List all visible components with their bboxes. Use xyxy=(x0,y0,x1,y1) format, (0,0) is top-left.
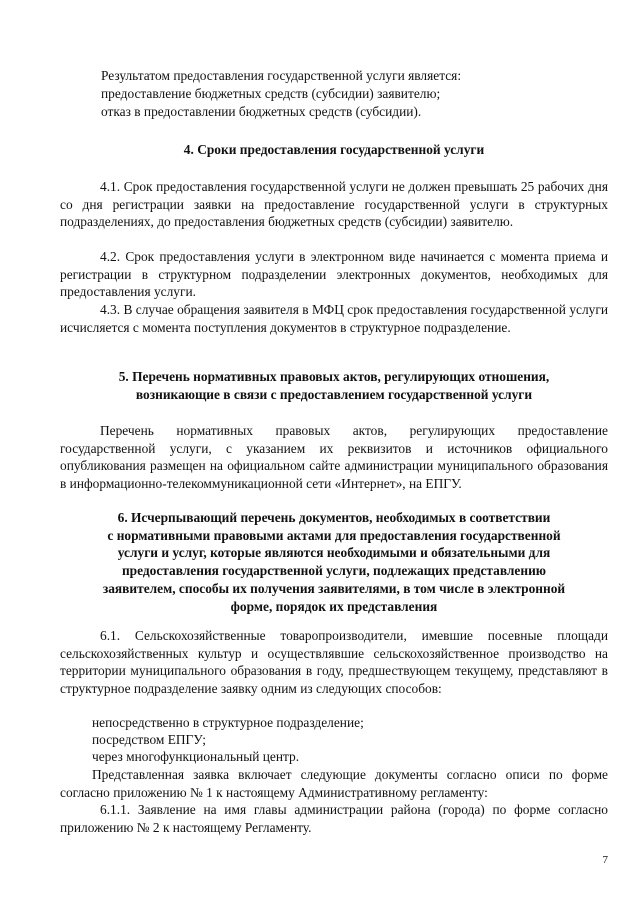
section-5-heading xyxy=(60,368,608,403)
section-4-3-paragraph: 4.3. В случае обращения заявителя в МФЦ срок предоставления государственной услуги исчисляется с момента поступления документов в структурное подразделение. xyxy=(60,302,608,335)
submission-option-direct: непосредственно в структурное подразделение; xyxy=(92,715,364,730)
section-4-2-paragraph: 4.2. Срок предоставления услуги в электронном виде начинается с момента приема и регистрации в структурном подразделении электронных документов, необходимых для предоставления услуги. xyxy=(60,249,608,300)
section-4-heading: 4. Сроки предоставления государственной услуги xyxy=(183,142,485,157)
section-5-paragraph: Перечень нормативных правовых актов, регулирующих предоставление государственной услуги, с указанием их реквизитов и источников официального опубликования размещен на официальном сайте администрации муниципального образования в информационно-телекоммуникационной сети «Интернет», на ЕПГУ. xyxy=(60,423,608,492)
result-option-refusal: отказ в предоставлении бюджетных средств (субсидии). xyxy=(101,104,422,119)
section-4-1-paragraph: 4.1. Срок предоставления государственной услуги не должен превышать 25 рабочих дня со дня регистрации заявки на предоставление государственной услуги в структурных подразделениях, до предоставления бюджетных средств (субсидии) заявителю. xyxy=(60,179,608,230)
section-6-heading-line-5: заявителем, способы их получения заявителями, в том числе в электронной xyxy=(102,580,566,596)
section-5-heading-line-2: возникающие в связи с предоставлением государственной услуги xyxy=(135,386,533,402)
section-6-heading-line-3: услуги и услуг, которые являются необходимыми и обязательными для xyxy=(117,545,551,561)
section-6-heading-line-1: 6. Исчерпывающий перечень документов, необходимых в соответствии xyxy=(117,510,551,525)
section-5-heading-line-1: 5. Перечень нормативных правовых актов, регулирующих отношения, xyxy=(118,369,550,384)
result-intro-line: Результатом предоставления государственной услуги является: xyxy=(101,68,462,83)
page-number: 7 xyxy=(602,854,608,866)
section-6-heading-line-6: форме, порядок их представления xyxy=(230,598,438,614)
submission-option-epgu: посредством ЕПГУ; xyxy=(92,732,206,747)
submission-option-mfc: через многофункциональный центр. xyxy=(92,749,300,764)
section-6-1-paragraph: 6.1. Сельскохозяйственные товаропроизводители, имевшие посевные площади сельскохозяйственных культур и осуществлявшие сельскохозяйственное производство на территории муниципального образования в году, предшествующем текущему, представляют в структурное подразделение заявку одним из следующих способов: xyxy=(60,628,608,697)
application-contents-paragraph: Представленная заявка включает следующие документы согласно описи по форме согласно приложению № 1 к настоящему Административному регламенту: xyxy=(60,767,608,800)
section-6-heading xyxy=(60,509,608,615)
section-6-1-1-paragraph: 6.1.1. Заявление на имя главы администрации района (города) по форме согласно приложению № 2 к настоящему Регламенту. xyxy=(60,802,608,835)
result-option-grant: предоставление бюджетных средств (субсидии) заявителю; xyxy=(101,86,441,101)
section-6-heading-line-2: с нормативными правовыми актами для предоставления государственной xyxy=(107,527,561,543)
section-6-heading-line-4: предоставления государственной услуги, подлежащих представлению xyxy=(121,563,547,579)
